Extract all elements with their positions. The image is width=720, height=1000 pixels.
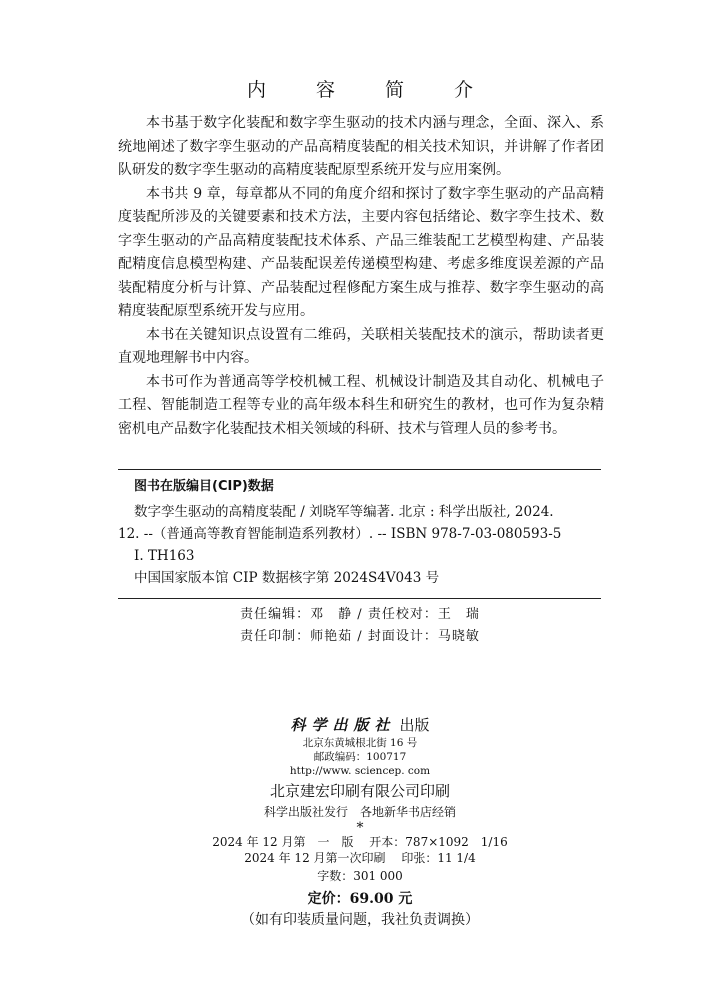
publisher-website: http://www. sciencep. com: [289, 765, 431, 777]
cip-bottom-divider: [118, 598, 601, 599]
publisher-info: [0, 714, 720, 930]
intro-paragraph: 本书可作为普通高等学校机械工程、机械设计制造及其自动化、机械电子工程、智能制造工程等专业的高年级本科生和研究生的教材，也可作为复杂精密机电产品数字化装配技术相关领域的科研、技术与管理人员的参考书。: [118, 373, 604, 437]
publisher-suffix: 出版: [399, 716, 430, 734]
price: 定价：69.00 元: [307, 891, 413, 907]
publisher-postcode: 邮政编码：100717: [313, 751, 407, 763]
printer-name: 北京建宏印刷有限公司印刷: [269, 782, 450, 800]
word-count: 字数：301 000: [317, 869, 403, 883]
cip-heading: 图书在版编目(CIP)数据: [134, 479, 274, 494]
cip-top-divider: [118, 469, 601, 470]
editors-credits: [0, 604, 720, 648]
publisher-logo-text: 科学出版社: [290, 716, 396, 734]
cip-line: Ⅰ. TH163: [134, 548, 195, 564]
intro-paragraph: 本书在关键知识点设置有二维码，关联相关装配技术的演示，帮助读者更直观地理解书中内容。: [118, 326, 604, 366]
book-introduction: [118, 112, 604, 441]
editor-credit-line: 责任印制：师艳茹 / 封面设计：马晓敏: [240, 629, 480, 644]
publisher-name: [0, 714, 720, 736]
separator-star: *: [356, 820, 364, 836]
printing-info: 2024 年 12 月第一次印刷 印张：11 1/4: [244, 851, 476, 865]
cip-line: 12. --（普通高等教育智能制造系列教材）. -- ISBN 978-7-03-080593-5: [118, 526, 562, 542]
cip-data-block: [118, 477, 602, 589]
quality-notice: （如有印装质量问题，我社负责调换）: [241, 912, 479, 928]
cip-line: 中国国家版本馆 CIP 数据核字第 2024S4V043 号: [134, 570, 440, 586]
intro-paragraph: 本书共 9 章，每章都从不同的角度介绍和探讨了数字孪生驱动的产品高精度装配所涉及的关键要素和技术方法，主要内容包括绪论、数字孪生技术、数字孪生驱动的产品高精度装配技术体系、产品三维装配工艺模型构建、产品装配精度信息模型构建、产品装配误差传递模型构建、考虑多维度误差源的产品装配精度分析与计算、产品装配过程修配方案生成与推荐、数字孪生驱动的高精度装配原型系统开发与应用。: [118, 185, 604, 319]
distribution-info: 科学出版社发行 各地新华书店经销: [263, 805, 456, 819]
edition-info: 2024 年 12 月第 一 版 开本：787×1092 1/16: [212, 835, 508, 849]
intro-paragraph: 本书基于数字化装配和数字孪生驱动的技术内涵与理念，全面、深入、系统地阐述了数字孪生驱动的产品高精度装配的相关技术知识，并讲解了作者团队研发的数字孪生驱动的高精度装配原型系统开发与应用案例。: [118, 115, 604, 178]
editor-credit-line: 责任编辑：邓 静 / 责任校对：王 瑞: [240, 607, 480, 622]
cip-line: 数字孪生驱动的高精度装配 / 刘晓军等编著. 北京 : 科学出版社, 2024.: [134, 504, 554, 520]
page-title: 内 容 简 介: [246, 79, 496, 101]
publisher-address: 北京东黄城根北街 16 号: [302, 737, 418, 749]
